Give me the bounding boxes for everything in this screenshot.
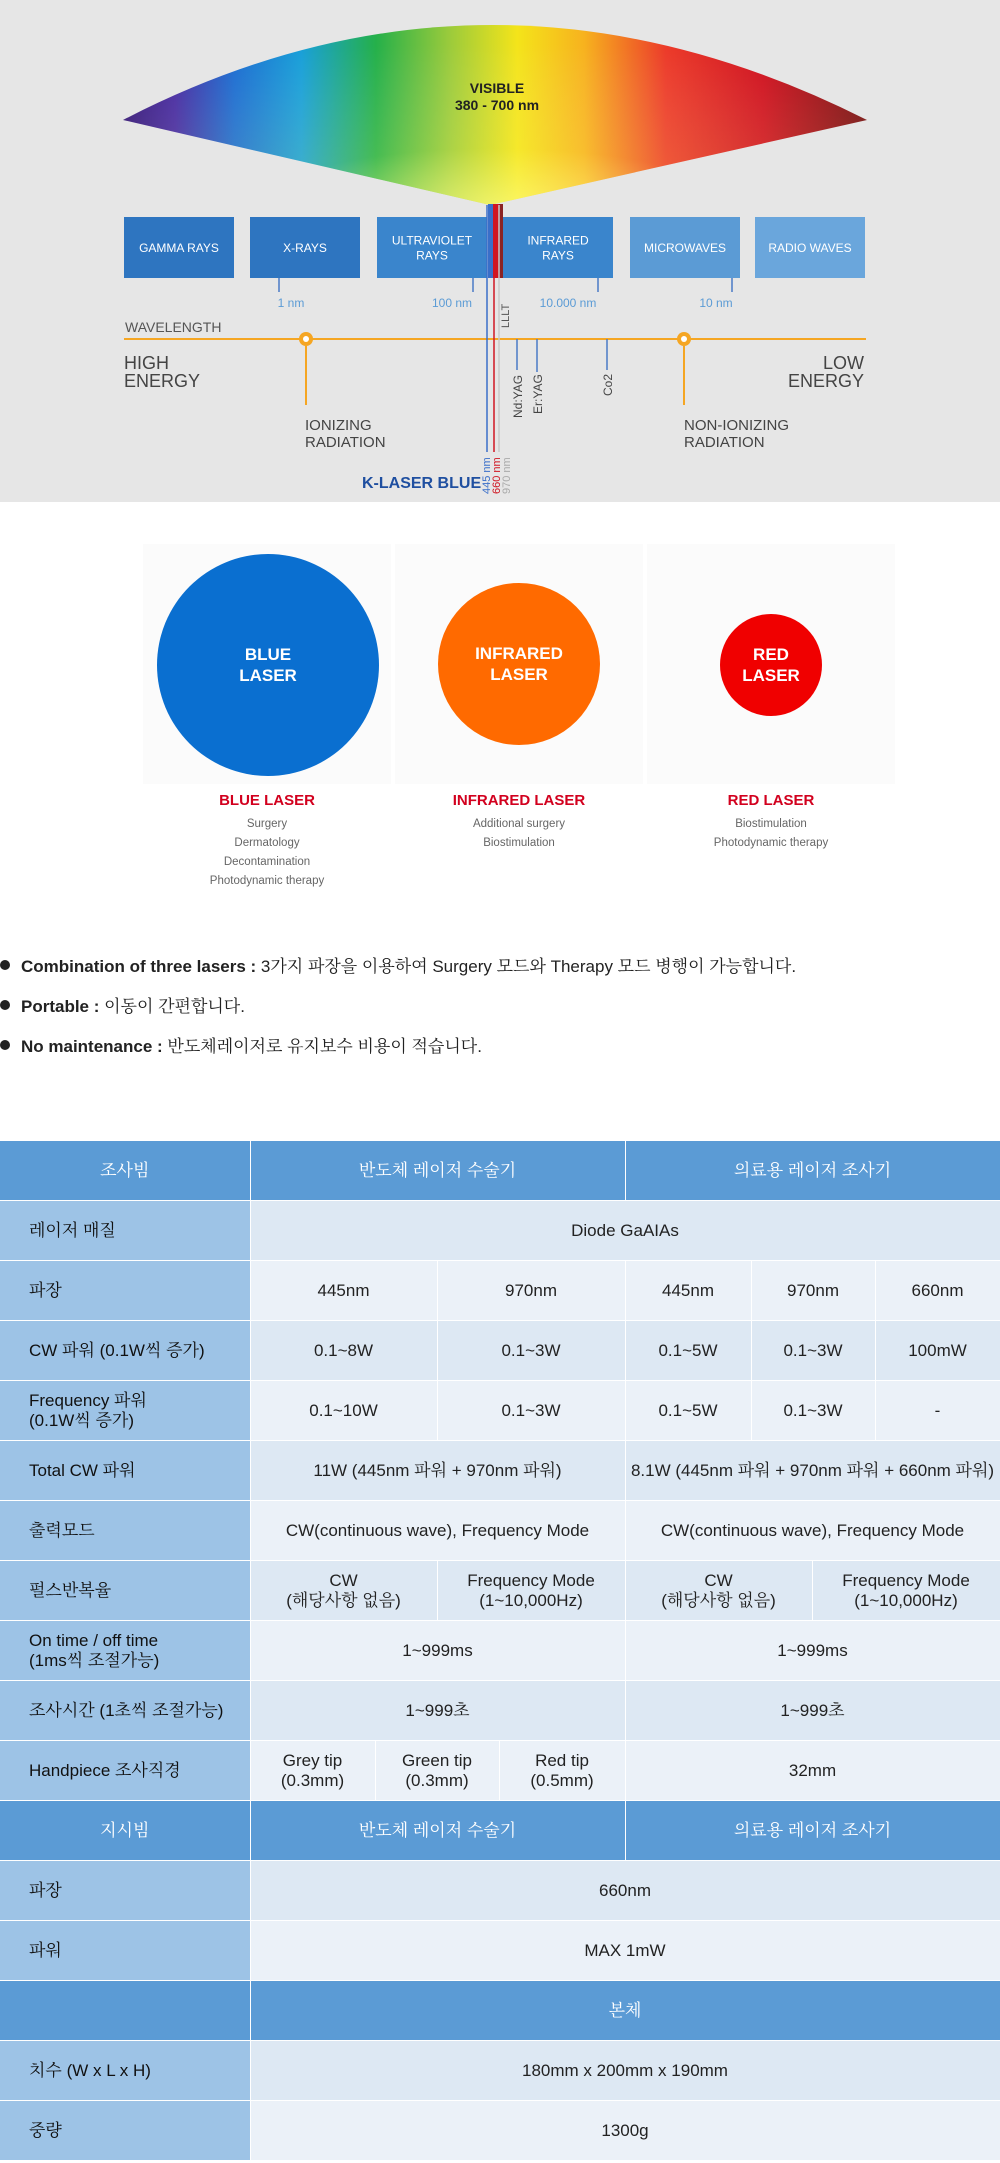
table-row [0, 2101, 1000, 2161]
table-row [0, 1201, 1000, 1261]
table-row [0, 1441, 1000, 1501]
feature-item [0, 1035, 1000, 1075]
row-label: 치수 (W x L x H) [0, 2041, 250, 2101]
table-cell: 1~999초 [250, 1681, 625, 1741]
row-label: 출력모드 [0, 1501, 250, 1561]
visible-label: VISIBLE [469, 80, 525, 96]
visible-range: 380 - 700 nm [454, 97, 540, 113]
table-cell: 8.1W (445nm 파워 + 970nm 파워 + 660nm 파워) [625, 1441, 1000, 1501]
row-label: CW 파워 (0.1W씩 증가) [0, 1321, 250, 1381]
table-row [0, 2041, 1000, 2101]
tick-100nm: 100 nm [431, 296, 473, 310]
table-cell: MAX 1mW [250, 1921, 1000, 1981]
row-label: Frequency 파워 (0.1W씩 증가) [0, 1381, 250, 1441]
table-header-cell: 반도체 레이저 수술기 [250, 1141, 625, 1201]
table-cell: 1~999초 [625, 1681, 1000, 1741]
row-label: 파장 [0, 1261, 250, 1321]
feature-text: 이동이 간편합니다. [99, 997, 245, 1016]
red-laser-title: RED LASER [727, 792, 815, 809]
label-445nm: 445 nm [481, 457, 493, 494]
table-cell: Frequency Mode (1~10,000Hz) [437, 1561, 625, 1621]
band-ultraviolet-rays [377, 217, 487, 278]
row-label: 레이저 매질 [0, 1201, 250, 1261]
band-radio-waves [755, 217, 865, 278]
lllt-label: LLLT [500, 303, 512, 328]
infrared-laser-card [395, 544, 643, 784]
co2-label: Co2 [601, 373, 615, 396]
band-microwaves [630, 217, 740, 278]
feature-text: 3가지 파장을 이용하여 Surgery 모드와 Therapy 모드 병행이 가능합니다. [256, 957, 797, 976]
table-cell: Diode GaAIAs [250, 1201, 1000, 1261]
laser-use-item: Dermatology [234, 837, 300, 849]
table-cell: 0.1~3W [437, 1381, 625, 1441]
row-label: Handpiece 조사직경 [0, 1741, 250, 1801]
spectrum-graphic [0, 0, 1000, 502]
table-cell: 660nm [875, 1261, 1000, 1321]
table-row [0, 1501, 1000, 1561]
table-cell: CW(continuous wave), Frequency Mode [250, 1501, 625, 1561]
low-energy-label: LOW ENERGY [787, 353, 864, 391]
table-row [0, 1261, 1000, 1321]
table-cell: Red tip (0.5mm) [499, 1741, 625, 1801]
table-header-cell [0, 1981, 250, 2041]
laser-use-item: Biostimulation [735, 818, 807, 830]
table-header-cell: 지시빔 [0, 1801, 250, 1861]
table-header-cell: 본체 [250, 1981, 1000, 2041]
wavelength-label: WAVELENGTH [125, 319, 222, 335]
table-row [0, 1621, 1000, 1681]
table-cell: 1~999ms [250, 1621, 625, 1681]
table-cell: 970nm [437, 1261, 625, 1321]
table-cell: 445nm [250, 1261, 437, 1321]
band-x-rays [250, 217, 360, 278]
bullet-icon [0, 960, 10, 970]
table-row [0, 1321, 1000, 1381]
infrared-laser-info [394, 792, 644, 853]
table-header-cell: 조사빔 [0, 1141, 250, 1201]
table-cell: 0.1~5W [625, 1321, 751, 1381]
blue-laser-circle: BLUE LASER [157, 554, 379, 776]
table-cell: 1300g [250, 2101, 1000, 2161]
svg-text:X-RAYS: X-RAYS [283, 241, 327, 255]
infrared-laser-circle: INFRARED LASER [438, 583, 600, 745]
laser-types [0, 502, 1000, 922]
table-cell: 1~999ms [625, 1621, 1000, 1681]
non-ionizing-radiation-label: NON-IONIZING RADIATION [684, 417, 789, 451]
red-laser-info [646, 792, 896, 853]
k-laser-blue-label: K-LASER BLUE [362, 475, 482, 492]
table-header-cell: 의료용 레이저 조사기 [625, 1801, 1000, 1861]
svg-text:ULTRAVIOLETRAYS: ULTRAVIOLET RAYS [391, 233, 473, 263]
row-label: 파워 [0, 1921, 250, 1981]
table-cell: 445nm [625, 1261, 751, 1321]
red-laser-card [647, 544, 895, 784]
laser-use-item: Biostimulation [483, 837, 555, 849]
row-label: 펄스반복율 [0, 1561, 250, 1621]
table-cell: CW (해당사항 없음) [625, 1561, 812, 1621]
row-label: 파장 [0, 1861, 250, 1921]
table-cell: 0.1~3W [437, 1321, 625, 1381]
table-row [0, 1861, 1000, 1921]
ionizing-radiation-label: IONIZING RADIATION [305, 417, 386, 451]
table-cell: Grey tip (0.3mm) [250, 1741, 375, 1801]
table-cell: 0.1~3W [751, 1321, 875, 1381]
table-cell: 100mW [875, 1321, 1000, 1381]
table-row [0, 1561, 1000, 1621]
tick-10000nm: 10.000 nm [539, 296, 597, 310]
label-970nm: 970 nm [501, 457, 513, 494]
svg-text:INFRAREDRAYS: INFRARED RAYS [527, 233, 589, 263]
feature-text: 반도체레이저로 유지보수 비용이 적습니다. [162, 1037, 482, 1056]
svg-text:MICROWAVES: MICROWAVES [643, 241, 727, 255]
table-header-cell: 의료용 레이저 조사기 [625, 1141, 1000, 1201]
row-label: 조사시간 (1초씩 조절가능) [0, 1681, 250, 1741]
blue-laser-title: BLUE LASER [219, 792, 315, 809]
spectrum-diagram [0, 0, 1000, 502]
blue-laser-info [142, 792, 392, 891]
laser-use-item: Photodynamic therapy [713, 837, 829, 849]
spec-table [0, 1141, 1000, 2161]
row-label: Total CW 파워 [0, 1441, 250, 1501]
table-header-cell: 반도체 레이저 수술기 [250, 1801, 625, 1861]
band-gamma-rays [124, 217, 234, 278]
feature-item [0, 955, 1000, 995]
table-cell: 970nm [751, 1261, 875, 1321]
laser-use-item: Additional surgery [472, 818, 566, 830]
table-row [0, 1981, 1000, 2041]
tick-1nm: 1 nm [277, 296, 305, 310]
red-laser-circle: RED LASER [720, 614, 822, 716]
feature-item [0, 995, 1000, 1035]
table-cell: 0.1~5W [625, 1381, 751, 1441]
feature-label: Portable : [21, 997, 100, 1016]
row-label: 중량 [0, 2101, 250, 2161]
bullet-icon [0, 1040, 10, 1050]
table-cell: 660nm [250, 1861, 1000, 1921]
table-cell: 0.1~8W [250, 1321, 437, 1381]
svg-text:RADIO WAVES: RADIO WAVES [768, 241, 852, 255]
eryag-label: Er:YAG [531, 374, 545, 414]
table-row [0, 1741, 1000, 1801]
bullet-icon [0, 1000, 10, 1010]
table-row [0, 1141, 1000, 1201]
table-cell: 11W (445nm 파워 + 970nm 파워) [250, 1441, 625, 1501]
table-cell: - [875, 1381, 1000, 1441]
feature-label: Combination of three lasers : [21, 957, 257, 976]
blue-laser-card [143, 544, 391, 784]
ndyag-label: Nd:YAG [511, 374, 525, 418]
table-cell: CW (해당사항 없음) [250, 1561, 437, 1621]
table-cell: 32mm [625, 1741, 1000, 1801]
infrared-laser-title: INFRARED LASER [452, 792, 586, 809]
table-cell: Green tip (0.3mm) [375, 1741, 499, 1801]
laser-use-item: Decontamination [223, 856, 311, 868]
laser-use-item: Surgery [246, 818, 288, 830]
row-label: On time / off time (1ms씩 조절가능) [0, 1621, 250, 1681]
table-cell: 0.1~3W [751, 1381, 875, 1441]
laser-use-item: Photodynamic therapy [209, 875, 325, 887]
table-row [0, 1381, 1000, 1441]
table-cell: 0.1~10W [250, 1381, 437, 1441]
feature-label: No maintenance : [21, 1037, 163, 1056]
band-infrared-rays [503, 217, 613, 278]
table-row [0, 1681, 1000, 1741]
feature-list [0, 955, 1000, 1075]
table-cell: Frequency Mode (1~10,000Hz) [812, 1561, 1000, 1621]
table-row [0, 1801, 1000, 1861]
svg-text:GAMMA RAYS: GAMMA RAYS [139, 241, 219, 255]
tick-10nm: 10 nm [699, 296, 733, 310]
table-cell: CW(continuous wave), Frequency Mode [625, 1501, 1000, 1561]
high-energy-label: HIGH ENERGY [124, 353, 201, 391]
table-cell: 180mm x 200mm x 190mm [250, 2041, 1000, 2101]
label-660nm: 660 nm [491, 457, 503, 494]
table-row [0, 1921, 1000, 1981]
